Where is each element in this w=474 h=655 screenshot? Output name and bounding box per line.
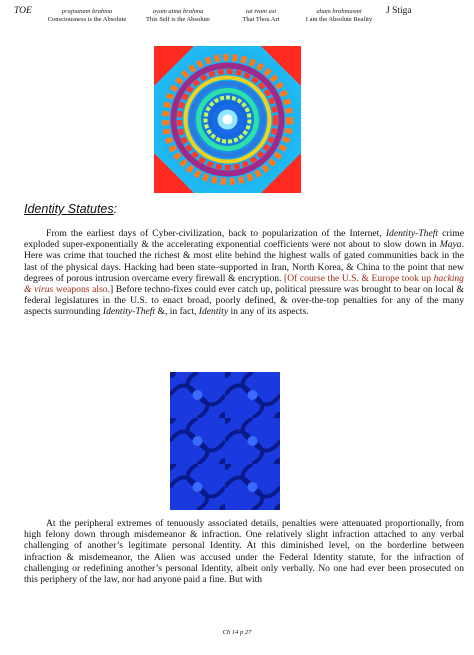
- blue-lattice-pattern-image: [170, 372, 280, 510]
- mahavakya-2: [138, 8, 218, 24]
- mahavakya-1: [44, 8, 130, 24]
- author-name: J Stiga: [386, 6, 412, 16]
- mahavakya-english: Consciousness is the Absolute: [47, 16, 127, 23]
- mahavakya-3: [228, 8, 294, 24]
- section-heading: [24, 202, 117, 216]
- text-run: ] Before techno-fixes could ever catch up, political pressure was brought to bear on local & federal legislatures in the U.S. to enact broad, poorly defined, & over-the-top penalties for any of the many aspects surrounding: [24, 284, 464, 318]
- text-run: crime exploded super-exponentially & the accelerating exponential coefficients were not about to slow down in: [24, 228, 464, 251]
- text-run: From the earliest days of Cyber-civilization, back to popularization of the Internet,: [46, 228, 386, 239]
- page-footer: Ch 14 p 27: [222, 629, 252, 636]
- mahavakya-sanskrit: ayam atma brahma: [152, 8, 204, 15]
- mahavakya-english: I am the Absolute Reality: [305, 16, 373, 23]
- italic-term: Maya: [439, 239, 462, 251]
- fractal-mandala-image: [154, 46, 301, 193]
- text-run: . Here was crime that touched the richest & most elite behind the highest walls of gated communities back in the last of the physical days. Hacking had been state–supported in Iran, North Korea, & China to the point that new degrees of porous intrusion overcame every firewall & encryption.: [24, 239, 464, 284]
- text-run: in any of its aspects.: [228, 306, 309, 318]
- bracket-note: weapons also.: [53, 284, 110, 296]
- mahavakya-english: That Thou Art: [242, 16, 280, 23]
- italic-term: Identity: [198, 306, 229, 318]
- body-paragraph-1: [24, 228, 464, 318]
- bracket-note: [Of course the U.S. & Europe took up: [284, 272, 434, 284]
- mahavakya-english: This Self is the Absolute: [146, 16, 210, 23]
- body-paragraph-2: At the peripheral extremes of tenuously associated details, penalties were attenuated proportionally, from high felony down through misdemeanor & infraction. One relatively slight infraction attached to any verbal challenging of another’s legitimate personal Identity. At this diminished level, on the borderline between infraction & misdemeanor, the Alien was accused under the Federal Identity statute, for the infraction of challenging or redefining another’s personal Identity, albeit only verbally. No one had ever been prosecuted on this periphery of the law, nor had anyone paid a fine. But with: [24, 518, 464, 586]
- bracket-note-italic: hacking & virus: [24, 272, 464, 296]
- series-label: TOE: [14, 6, 32, 16]
- section-title-colon: :: [113, 202, 118, 216]
- italic-term: Identity-Theft: [102, 306, 156, 318]
- mahavakya-sanskrit: aham brahmasmi: [316, 8, 362, 15]
- section-title: Identity Statutes: [24, 202, 114, 216]
- mahavakya-4: [296, 8, 382, 24]
- italic-term: Identity-Theft: [385, 228, 439, 239]
- mahavakya-sanskrit: tat tvam asi: [245, 8, 277, 15]
- page-header: [14, 6, 464, 36]
- mahavakya-sanskrit: prajnanam brahma: [61, 8, 113, 15]
- text-run: &, in fact,: [155, 306, 199, 318]
